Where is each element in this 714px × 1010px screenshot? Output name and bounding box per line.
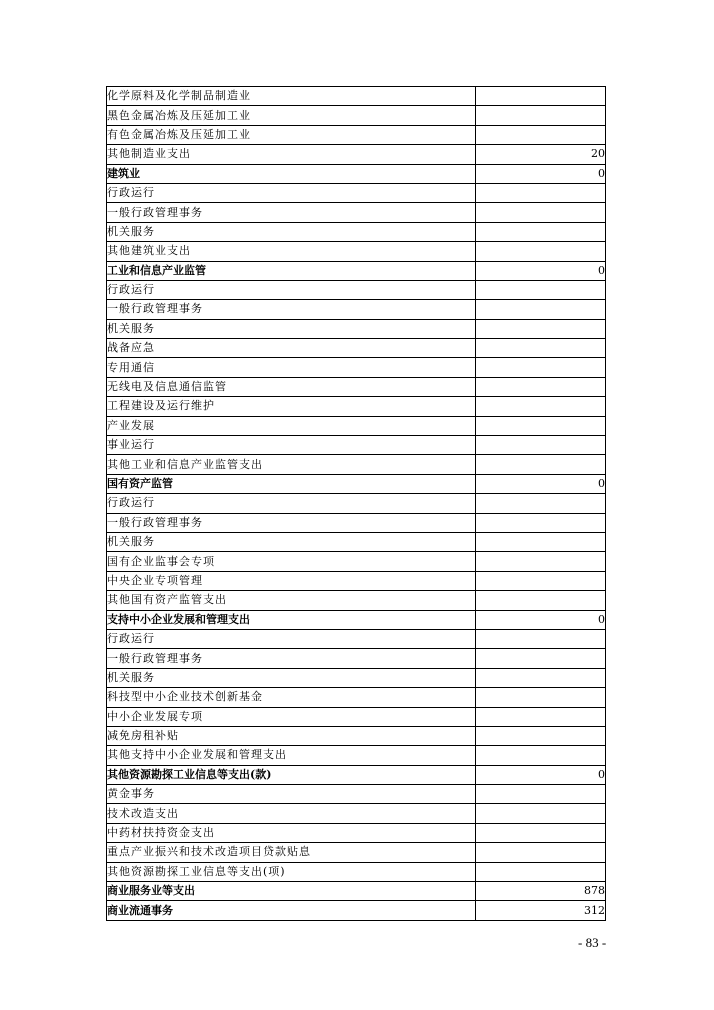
table-row bbox=[107, 280, 606, 299]
table-row bbox=[107, 765, 606, 784]
item-name-cell: 一般行政管理事务 bbox=[107, 649, 476, 668]
table-row bbox=[107, 300, 606, 319]
table-row bbox=[107, 532, 606, 551]
table-row bbox=[107, 164, 606, 183]
item-name-cell: 商业服务业等支出 bbox=[107, 882, 476, 901]
amount-cell: 312 bbox=[476, 901, 606, 920]
table-row bbox=[107, 746, 606, 765]
item-name-cell: 国有企业监事会专项 bbox=[107, 552, 476, 571]
amount-cell: 0 bbox=[476, 164, 606, 183]
budget-table bbox=[106, 86, 606, 921]
amount-cell bbox=[476, 280, 606, 299]
item-name-cell: 机关服务 bbox=[107, 222, 476, 241]
amount-cell: 0 bbox=[476, 474, 606, 493]
amount-cell bbox=[476, 183, 606, 202]
table-row bbox=[107, 145, 606, 164]
item-name-cell: 机关服务 bbox=[107, 668, 476, 687]
item-name-cell: 其他资源勘探工业信息等支出(款) bbox=[107, 765, 476, 784]
item-name-cell: 机关服务 bbox=[107, 532, 476, 551]
item-name-cell: 黑色金属冶炼及压延加工业 bbox=[107, 106, 476, 125]
amount-cell bbox=[476, 649, 606, 668]
table-row bbox=[107, 843, 606, 862]
amount-cell bbox=[476, 300, 606, 319]
item-name-cell: 中小企业发展专项 bbox=[107, 707, 476, 726]
item-name-cell: 国有资产监管 bbox=[107, 474, 476, 493]
table-row bbox=[107, 183, 606, 202]
table-row bbox=[107, 261, 606, 280]
item-name-cell: 一般行政管理事务 bbox=[107, 300, 476, 319]
amount-cell bbox=[476, 785, 606, 804]
table-row bbox=[107, 87, 606, 106]
table-row bbox=[107, 358, 606, 377]
amount-cell: 0 bbox=[476, 261, 606, 280]
amount-cell bbox=[476, 823, 606, 842]
table-row bbox=[107, 649, 606, 668]
amount-cell bbox=[476, 629, 606, 648]
amount-cell bbox=[476, 591, 606, 610]
item-name-cell: 战备应急 bbox=[107, 339, 476, 358]
amount-cell bbox=[476, 862, 606, 881]
item-name-cell: 技术改造支出 bbox=[107, 804, 476, 823]
amount-cell: 0 bbox=[476, 765, 606, 784]
item-name-cell: 有色金属冶炼及压延加工业 bbox=[107, 125, 476, 144]
item-name-cell: 支持中小企业发展和管理支出 bbox=[107, 610, 476, 629]
table-row bbox=[107, 474, 606, 493]
table-row bbox=[107, 416, 606, 435]
item-name-cell: 行政运行 bbox=[107, 629, 476, 648]
item-name-cell: 重点产业振兴和技术改造项目贷款贴息 bbox=[107, 843, 476, 862]
item-name-cell: 建筑业 bbox=[107, 164, 476, 183]
table-row bbox=[107, 726, 606, 745]
amount-cell bbox=[476, 125, 606, 144]
table-row bbox=[107, 455, 606, 474]
table-row bbox=[107, 804, 606, 823]
amount-cell bbox=[476, 319, 606, 338]
amount-cell: 878 bbox=[476, 882, 606, 901]
amount-cell bbox=[476, 106, 606, 125]
amount-cell bbox=[476, 494, 606, 513]
amount-cell bbox=[476, 416, 606, 435]
item-name-cell: 减免房租补贴 bbox=[107, 726, 476, 745]
amount-cell bbox=[476, 436, 606, 455]
amount-cell bbox=[476, 746, 606, 765]
table-row bbox=[107, 610, 606, 629]
item-name-cell: 无线电及信息通信监管 bbox=[107, 377, 476, 396]
table-row bbox=[107, 397, 606, 416]
amount-cell bbox=[476, 532, 606, 551]
item-name-cell: 工程建设及运行维护 bbox=[107, 397, 476, 416]
item-name-cell: 科技型中小企业技术创新基金 bbox=[107, 688, 476, 707]
amount-cell bbox=[476, 242, 606, 261]
item-name-cell: 机关服务 bbox=[107, 319, 476, 338]
amount-cell bbox=[476, 455, 606, 474]
amount-cell bbox=[476, 571, 606, 590]
amount-cell bbox=[476, 377, 606, 396]
amount-cell bbox=[476, 707, 606, 726]
table-row bbox=[107, 242, 606, 261]
item-name-cell: 一般行政管理事务 bbox=[107, 203, 476, 222]
table-row bbox=[107, 339, 606, 358]
amount-cell bbox=[476, 358, 606, 377]
amount-cell bbox=[476, 668, 606, 687]
table-row bbox=[107, 222, 606, 241]
amount-cell bbox=[476, 397, 606, 416]
table-row bbox=[107, 203, 606, 222]
table-row bbox=[107, 823, 606, 842]
table-row bbox=[107, 629, 606, 648]
item-name-cell: 其他支持中小企业发展和管理支出 bbox=[107, 746, 476, 765]
table-row bbox=[107, 707, 606, 726]
item-name-cell: 其他建筑业支出 bbox=[107, 242, 476, 261]
table-row bbox=[107, 106, 606, 125]
amount-cell bbox=[476, 513, 606, 532]
amount-cell: 20 bbox=[476, 145, 606, 164]
item-name-cell: 工业和信息产业监管 bbox=[107, 261, 476, 280]
amount-cell bbox=[476, 804, 606, 823]
item-name-cell: 商业流通事务 bbox=[107, 901, 476, 920]
amount-cell bbox=[476, 87, 606, 106]
table-row bbox=[107, 862, 606, 881]
table-row bbox=[107, 591, 606, 610]
table-row bbox=[107, 882, 606, 901]
table-row bbox=[107, 552, 606, 571]
item-name-cell: 一般行政管理事务 bbox=[107, 513, 476, 532]
item-name-cell: 其他工业和信息产业监管支出 bbox=[107, 455, 476, 474]
item-name-cell: 其他制造业支出 bbox=[107, 145, 476, 164]
table-row bbox=[107, 125, 606, 144]
table-row bbox=[107, 436, 606, 455]
amount-cell bbox=[476, 688, 606, 707]
table-row bbox=[107, 513, 606, 532]
item-name-cell: 其他国有资产监管支出 bbox=[107, 591, 476, 610]
table-row bbox=[107, 785, 606, 804]
item-name-cell: 化学原料及化学制品制造业 bbox=[107, 87, 476, 106]
table-row bbox=[107, 901, 606, 920]
amount-cell bbox=[476, 843, 606, 862]
item-name-cell: 产业发展 bbox=[107, 416, 476, 435]
page-number: - 83 - bbox=[578, 935, 607, 950]
item-name-cell: 行政运行 bbox=[107, 494, 476, 513]
amount-cell bbox=[476, 339, 606, 358]
item-name-cell: 行政运行 bbox=[107, 183, 476, 202]
table-row bbox=[107, 494, 606, 513]
table-body bbox=[107, 87, 606, 921]
table-row bbox=[107, 668, 606, 687]
item-name-cell: 行政运行 bbox=[107, 280, 476, 299]
table-row bbox=[107, 688, 606, 707]
item-name-cell: 中央企业专项管理 bbox=[107, 571, 476, 590]
amount-cell bbox=[476, 222, 606, 241]
amount-cell: 0 bbox=[476, 610, 606, 629]
table-row bbox=[107, 571, 606, 590]
item-name-cell: 事业运行 bbox=[107, 436, 476, 455]
item-name-cell: 其他资源勘探工业信息等支出(项) bbox=[107, 862, 476, 881]
item-name-cell: 专用通信 bbox=[107, 358, 476, 377]
table-row bbox=[107, 319, 606, 338]
amount-cell bbox=[476, 203, 606, 222]
amount-cell bbox=[476, 552, 606, 571]
item-name-cell: 中药材扶持资金支出 bbox=[107, 823, 476, 842]
table-row bbox=[107, 377, 606, 396]
item-name-cell: 黄金事务 bbox=[107, 785, 476, 804]
amount-cell bbox=[476, 726, 606, 745]
